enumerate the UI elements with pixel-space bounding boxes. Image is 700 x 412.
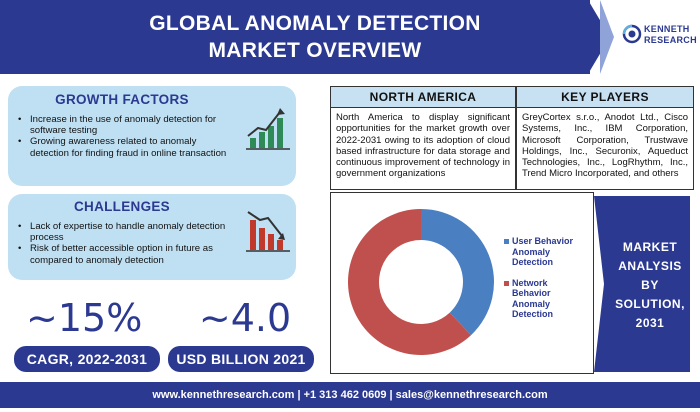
legend-user-line3: Detection — [512, 257, 554, 267]
growth-factors-list — [18, 114, 232, 159]
growth-item-1: • Increase in the use of anomaly detection for software testing — [18, 114, 232, 136]
page-title — [40, 10, 590, 64]
challenges-list — [18, 221, 236, 266]
ma-line1: MARKET — [622, 240, 678, 254]
logo-text — [644, 24, 697, 46]
challenge-item-1: • Lack of expertise to handle anomaly detection process — [18, 221, 236, 243]
legend-swatch-network — [504, 281, 509, 286]
growth-item-2: • Growing awareness related to anomaly detection for finding fraud in online transaction — [18, 136, 232, 158]
legend-item-user-behavior — [504, 236, 588, 268]
footer-contact: www.kennethresearch.com | +1 313 462 0609 | sales@kennethresearch.com — [0, 382, 700, 408]
cagr-label: CAGR, 2022-2031 — [14, 346, 160, 372]
title-line-1: GLOBAL ANOMALY DETECTION — [149, 12, 481, 35]
ma-line5: 2031 — [635, 316, 665, 330]
legend-network-line2: Behavior — [512, 288, 551, 298]
chart-legend — [504, 236, 588, 320]
legend-label-user — [512, 236, 588, 268]
market-analysis-label — [604, 238, 696, 333]
kenneth-logo-icon — [622, 24, 642, 44]
ma-line4: SOLUTION, — [615, 297, 685, 311]
growth-factors-title: GROWTH FACTORS — [55, 92, 189, 107]
legend-user-line1: User Behavior — [512, 236, 574, 246]
market-size-value: ~4.0 — [198, 296, 292, 340]
title-line-2: MARKET OVERVIEW — [208, 39, 422, 62]
cagr-value: ~15% — [26, 296, 143, 340]
challenges-title: CHALLENGES — [73, 199, 170, 214]
legend-label-network — [512, 278, 588, 320]
north-america-text: North America to display significant opportunities for the market growth over 2022-2031 owing to its adoption of cloud based infrastructure for data storage and continuous improvement of technology in government organizations — [336, 112, 510, 180]
logo-line-1: KENNETH — [644, 24, 690, 34]
decline-chart-icon — [244, 206, 292, 254]
growth-chart-icon — [244, 104, 292, 152]
donut-slice-user-behavior — [421, 209, 494, 335]
legend-network-line3: Anomaly — [512, 298, 551, 309]
challenge-item-2: • Risk of better accessible option in future as compared to anomaly detection — [18, 243, 236, 265]
legend-item-network-behavior — [504, 278, 588, 320]
legend-network-line1: Network — [512, 277, 548, 288]
key-players-title: KEY PLAYERS — [517, 87, 693, 108]
header-arrow-accent — [600, 0, 614, 74]
key-players-text: GreyCortex s.r.o., Anodot Ltd., Cisco Systems, Inc., IBM Corporation, Microsoft Corporation, Trustwave Holdings, Inc., Securonix, Aqueduct Technologies, Inc., LogRhythm, Inc., Trend Micro Incorporated, and others — [522, 112, 688, 180]
ma-line3: BY — [641, 278, 659, 292]
legend-user-line2: Anomaly — [512, 246, 551, 257]
ma-line2: ANALYSIS — [618, 259, 682, 273]
market-size-label: USD BILLION 2021 — [168, 346, 314, 372]
legend-network-line4: Detection — [512, 309, 554, 319]
legend-swatch-user — [504, 239, 509, 244]
north-america-title: NORTH AMERICA — [331, 87, 515, 108]
solution-donut-chart — [336, 196, 506, 368]
logo-line-2: RESEARCH — [644, 35, 697, 45]
